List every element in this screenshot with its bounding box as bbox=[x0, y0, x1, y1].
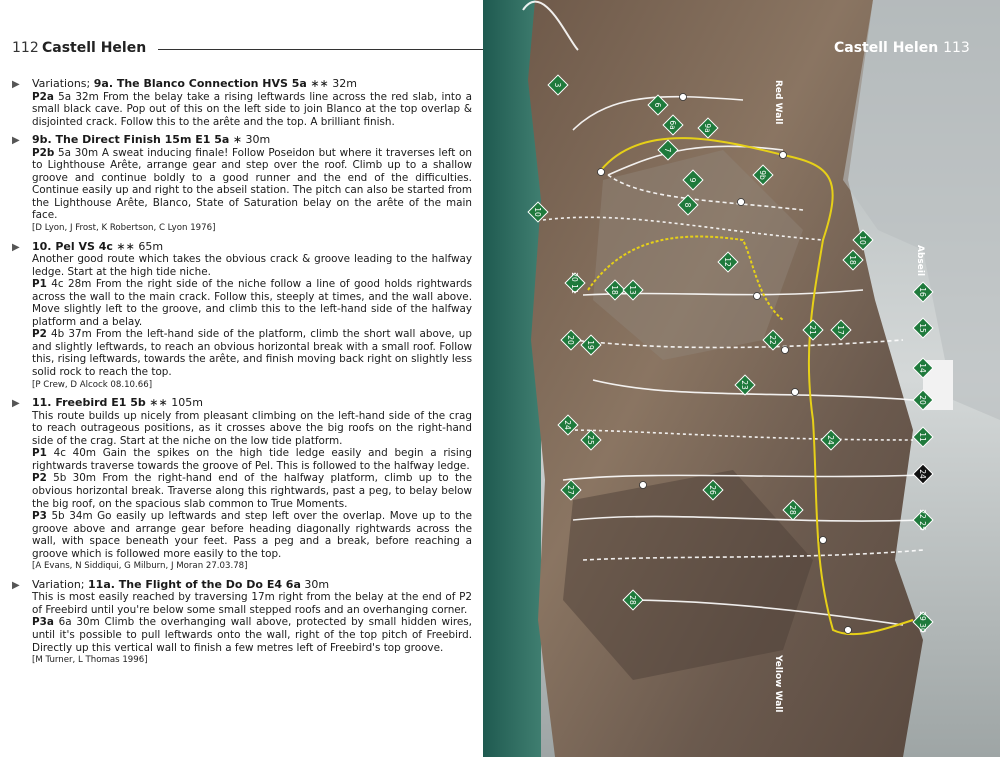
pitch-description bbox=[32, 591, 472, 616]
belay-point bbox=[680, 94, 687, 101]
route-length: 30m bbox=[304, 577, 330, 591]
page-number-right: 113 bbox=[943, 40, 970, 56]
route-entry bbox=[12, 78, 472, 128]
pitch-description bbox=[32, 253, 472, 278]
pitch-text: 5a 30m A sweat inducing finale! Follow Poseidon but where it traverses left on to Lighthouse Arête, arrange gear and step over the roof. Climb up to a shallow groove and continue boldly to a good runner and the end of the difficulties. Continue easily up and right to the abseil station. The pitch can also be started from the Lighthouse Arête, Blanco, State of Saturation belay on the arête of the main face. bbox=[32, 146, 472, 222]
bullet-arrow-icon: ▶ bbox=[12, 579, 20, 591]
route-marker-label: 20 11 bbox=[570, 272, 579, 294]
route-marker-label: 22 bbox=[768, 335, 777, 345]
pitch-text: 6a 30m Climb the overhanging wall above, protected by small hidden wires, until it's possible to pull leftwards onto the wall, right of the top pitch of Freebird. Directly up this vertical wall to finish a few metres left of Freebird's top groove. bbox=[32, 616, 472, 654]
yellow-wall-label: Yellow Wall bbox=[773, 655, 783, 713]
route-marker-label: 26 bbox=[708, 485, 717, 495]
route-marker-label: 9 bbox=[688, 177, 697, 183]
left-page bbox=[0, 0, 483, 757]
page-number-left: 112 bbox=[12, 40, 39, 56]
left-page-header bbox=[12, 40, 482, 58]
pitch-description bbox=[32, 616, 472, 654]
route-heading-prefix: Variations; bbox=[32, 77, 91, 90]
route-marker-label: 24 bbox=[563, 420, 572, 430]
route-marker-label: 28 bbox=[788, 505, 797, 515]
route-entry bbox=[12, 579, 472, 667]
route-stars: ∗∗ bbox=[310, 77, 329, 90]
pitch-label: P2b bbox=[32, 146, 55, 159]
route-marker-label: 21 bbox=[808, 325, 817, 335]
route-marker-label: 6 bbox=[653, 102, 662, 108]
route-name: 10. Pel VS 4c bbox=[32, 239, 113, 253]
right-page-header bbox=[834, 40, 970, 56]
route-length: 65m bbox=[138, 239, 164, 253]
route-heading bbox=[32, 78, 472, 91]
bullet-arrow-icon: ▶ bbox=[12, 79, 20, 90]
route-marker-label: 28 bbox=[628, 595, 637, 605]
first-ascent-credit: [M Turner, L Thomas 1996] bbox=[32, 655, 148, 666]
pitch-text: 4c 28m From the right side of the niche follow a line of good holds rightwards across the wall to the main crack. Follow this, steeply at times, and the wall above. Move slightly left to the groove, and climb this to the left-hand side of the halfway platform and a belay. bbox=[32, 278, 472, 328]
crag-topo bbox=[483, 0, 1000, 757]
pitch-label: P1 bbox=[32, 447, 47, 460]
pitch-label: P3 bbox=[32, 510, 47, 523]
pitch-text: 5a 32m From the belay take a rising leftwards line across the red slab, into a small black cave. Pop out of this on the left side to join Blanco at the top overlap & disjointed crack. Follow this to the arête and the top. A brilliant finish. bbox=[32, 90, 472, 128]
abseil-label: Abseil bbox=[915, 245, 925, 277]
route-marker-label: 9a bbox=[703, 123, 712, 133]
route-name: 9b. The Direct Finish 15m E1 5a bbox=[32, 133, 230, 147]
route-heading bbox=[32, 579, 472, 592]
pitch-text: Another good route which takes the obvious crack & groove leading to the halfway ledge. Start at the high tide niche. bbox=[32, 253, 472, 278]
bullet-arrow-icon: ▶ bbox=[12, 241, 20, 253]
route-marker-label: 18 bbox=[848, 255, 857, 265]
route-marker-label: 22 25 bbox=[918, 509, 927, 531]
pitch-description bbox=[32, 472, 472, 510]
belay-point bbox=[845, 627, 852, 634]
route-marker-label: 17 bbox=[836, 325, 845, 335]
route-heading bbox=[32, 134, 472, 147]
pitch-label: P2 bbox=[32, 472, 47, 485]
pitch-text: This route builds up nicely from pleasant climbing on the left-hand side of the crag to reach outrageous positions, as it crosses above the big roofs on the right-hand side of the crag. Start at the niche on the low tide platform. bbox=[32, 409, 472, 447]
pitch-description bbox=[32, 91, 472, 129]
pitch-description bbox=[32, 328, 472, 378]
pitch-description bbox=[32, 447, 472, 472]
route-length: 32m bbox=[332, 77, 357, 90]
route-name: 11a. The Flight of the Do Do E4 6a bbox=[88, 577, 301, 591]
route-marker-label: 23 bbox=[740, 380, 749, 390]
belay-point bbox=[792, 389, 799, 396]
route-marker-label: 7 bbox=[663, 147, 672, 153]
route-marker-label: 24 bbox=[918, 469, 927, 479]
route-stars: ∗∗ bbox=[149, 396, 168, 410]
route-name: 9a. The Blanco Connection HVS 5a bbox=[93, 77, 307, 90]
route-marker-label: 29 30 bbox=[918, 611, 927, 633]
route-name: 11. Freebird E1 5b bbox=[32, 396, 146, 410]
route-marker-label: 19 bbox=[586, 340, 595, 350]
first-ascent-credit: [P Crew, D Alcock 08.10.66] bbox=[32, 379, 153, 390]
route-marker-label: 8 bbox=[683, 202, 692, 208]
pitch-text: 5b 34m Go easily up leftwards and step left over the overlap. Move up to the groove above and arrange gear before heading diagonally rightwards across the wall, with space beneath your feet. Pass a peg and a break, before reaching a groove which is followed more easily to the top. bbox=[32, 510, 472, 560]
page-title-left: Castell Helen bbox=[42, 40, 147, 56]
bullet-arrow-icon: ▶ bbox=[12, 398, 20, 410]
pitch-label: P2a bbox=[32, 90, 54, 103]
route-marker-label: 27 bbox=[566, 485, 575, 495]
route-heading bbox=[32, 241, 472, 254]
route-marker-label: 10 bbox=[533, 207, 542, 217]
belay-point bbox=[754, 293, 761, 300]
page-title-right: Castell Helen bbox=[834, 40, 939, 56]
pitch-text: This is most easily reached by traversing 17m right from the belay at the end of P2 of Freebird until you're below some small stepped roofs and an overhanging corner. bbox=[32, 591, 472, 616]
route-marker-label: 25 bbox=[586, 435, 595, 445]
route-marker-label: 13 bbox=[628, 285, 637, 295]
pitch-text: 4b 37m From the left-hand side of the platform, climb the short wall above, up and slightly leftwards, to reach an obvious horizontal break with a small roof. Follow this, rising leftwards, towards the arête, and finish moving back right on slightly less solid rock to reach the top. bbox=[32, 328, 472, 379]
pitch-label: P2 bbox=[32, 328, 47, 341]
belay-point bbox=[780, 152, 787, 159]
route-marker-label: 24 bbox=[826, 435, 835, 445]
route-heading bbox=[32, 397, 472, 410]
pitch-label: P3a bbox=[32, 616, 54, 629]
route-length: 105m bbox=[171, 396, 203, 410]
pitch-text: 4c 40m Gain the spikes on the high tide ledge easily and begin a rising rightwards traverse towards the groove of Pel. This is followed to the halfway ledge. bbox=[32, 447, 472, 472]
route-marker-label: 20 bbox=[566, 335, 575, 345]
belay-point bbox=[782, 347, 789, 354]
pitch-text: 5b 30m From the right-hand end of the halfway platform, climb up to the obvious horizontal break. Traverse along this rightwards, past a peg, to belay below the big roof, on the spacious slab common to True Moments. bbox=[32, 472, 472, 510]
route-marker-label: 12 bbox=[723, 257, 732, 267]
red-wall-label: Red Wall bbox=[773, 80, 783, 125]
first-ascent-credit: [D Lyon, J Frost, K Robertson, C Lyon 1976] bbox=[32, 223, 216, 234]
pitch-description bbox=[32, 410, 472, 448]
belay-point bbox=[598, 169, 605, 176]
right-page-photo bbox=[483, 0, 1000, 757]
route-marker-label: 16 bbox=[918, 287, 927, 297]
route-length: 30m bbox=[245, 133, 271, 147]
route-descriptions bbox=[12, 78, 472, 673]
bullet-arrow-icon: ▶ bbox=[12, 135, 20, 147]
pitch-description bbox=[32, 147, 472, 222]
route-heading-prefix: Variation; bbox=[32, 577, 85, 591]
route-marker-label: 9b bbox=[758, 170, 767, 180]
route-entry bbox=[12, 134, 472, 234]
route-marker-label: 10 bbox=[858, 235, 867, 245]
route-marker-label: 6a bbox=[668, 120, 677, 130]
route-stars: ∗ bbox=[232, 133, 243, 147]
route-marker-label: 11 bbox=[918, 432, 927, 442]
belay-point bbox=[640, 482, 647, 489]
belay-point bbox=[820, 537, 827, 544]
first-ascent-credit: [A Evans, N Siddiqui, G Milburn, J Moran 27.03.78] bbox=[32, 561, 248, 572]
pitch-description bbox=[32, 510, 472, 560]
route-marker-label: 15 bbox=[918, 323, 927, 333]
route-entry bbox=[12, 397, 472, 573]
route-marker-label: 18 bbox=[610, 285, 619, 295]
belay-point bbox=[738, 199, 745, 206]
route-marker-label: 14 bbox=[918, 363, 927, 373]
pitch-label: P1 bbox=[32, 278, 47, 291]
pitch-description bbox=[32, 278, 472, 328]
route-entry bbox=[12, 241, 472, 392]
route-marker-label: 20 bbox=[918, 395, 927, 405]
route-stars: ∗∗ bbox=[116, 239, 135, 253]
route-marker-label: 3 bbox=[553, 82, 562, 88]
header-rule bbox=[158, 49, 488, 50]
